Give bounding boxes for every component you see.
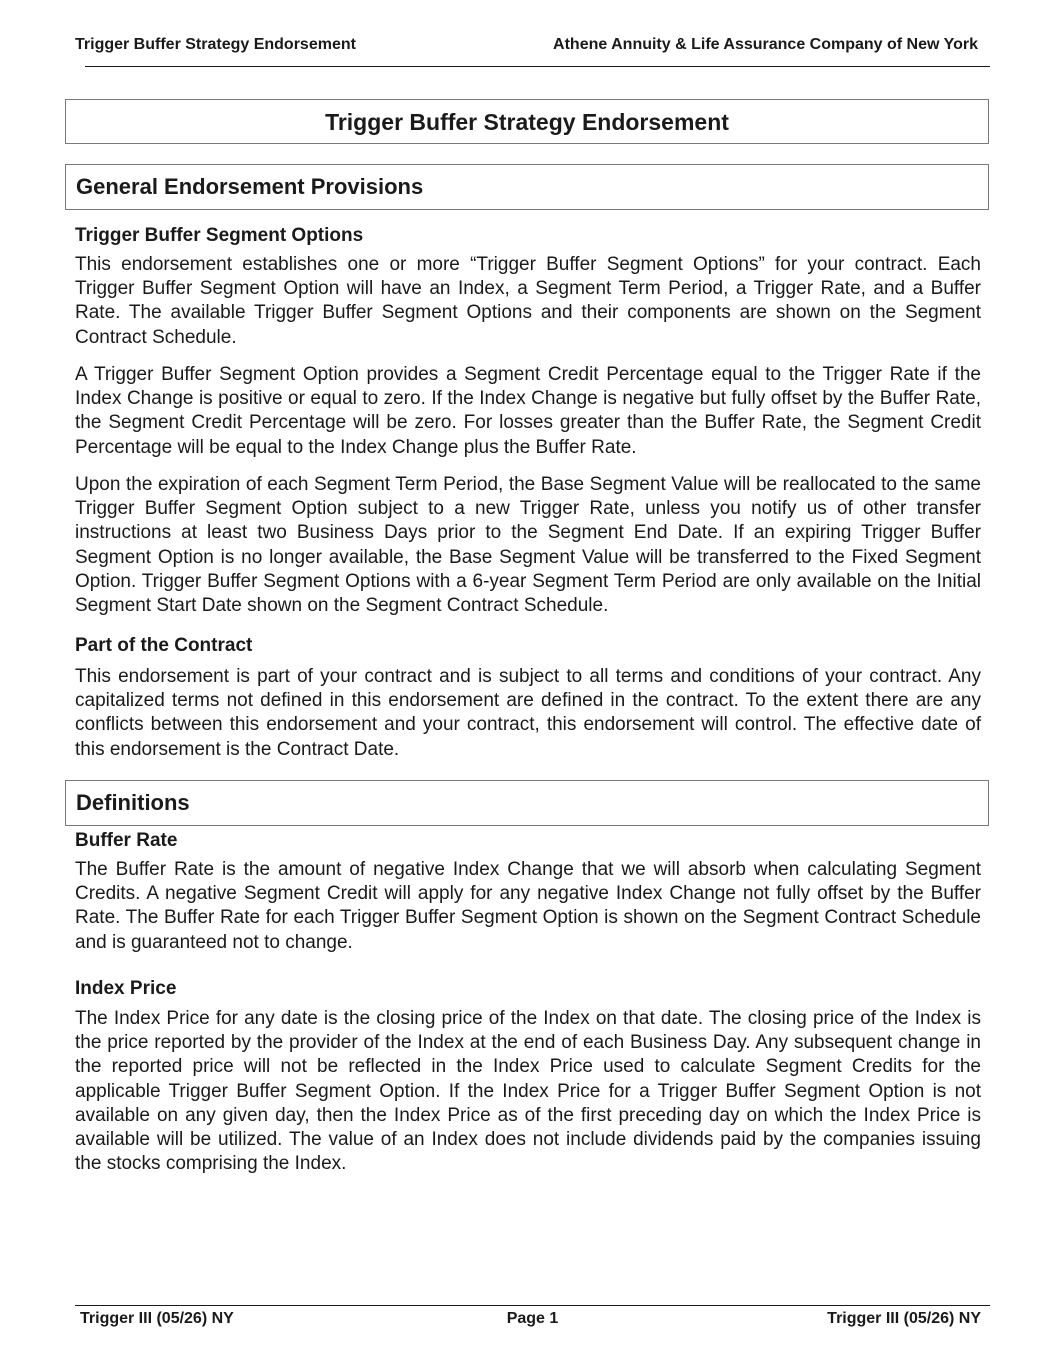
- footer-form-number-left: Trigger III (05/26) NY: [80, 1310, 234, 1327]
- page-footer: [75, 1305, 990, 1330]
- header-company-name: Athene Annuity & Life Assurance Company of New York: [553, 36, 978, 53]
- paragraph-index-price: The Index Price for any date is the closing price of the Index on that date. The closing price of the Index is the price reported by the provider of the Index at the end of each Business Day. Any subsequent change in the reported price will not be reflected in the Index Price used to calculate Segment Credits for the applicable Trigger Buffer Segment Option. If the Index Price for a Trigger Buffer Segment Option is not available on any given day, then the Index Price as of the first preceding day on which the Index Price is available will be utilized. The value of an Index does not include dividends paid by the companies issuing the stocks comprising the Index.: [75, 1008, 981, 1175]
- section-heading-definitions: Definitions: [65, 780, 989, 826]
- document-title: Trigger Buffer Strategy Endorsement: [65, 99, 989, 144]
- paragraph-buffer-rate: The Buffer Rate is the amount of negative Index Change that we will absorb when calculating Segment Credits. A negative Segment Credit will apply for any negative Index Change not fully offset by the Buffer Rate. The Buffer Rate for each Trigger Buffer Segment Option is shown on the Segment Contract Schedule and is guaranteed not to change.: [75, 859, 981, 953]
- paragraph-segment-credit-percentage: A Trigger Buffer Segment Option provides a Segment Credit Percentage equal to the Trigger Rate if the Index Change is positive or equal to zero. If the Index Change is negative but fully offset by the Buffer Rate, the Segment Credit Percentage will be zero. For losses greater than the Buffer Rate, the Segment Credit Percentage will be equal to the Index Change plus the Buffer Rate.: [75, 364, 981, 458]
- paragraph-segment-options-intro: This endorsement establishes one or more “Trigger Buffer Segment Options” for your contract. Each Trigger Buffer Segment Option will have an Index, a Segment Term Period, a Trigger Rate, and a Buffer Rate. The available Trigger Buffer Segment Options and their components are shown on the Segment Contract Schedule.: [75, 254, 981, 348]
- subheading-part-of-contract: Part of the Contract: [75, 635, 253, 656]
- paragraph-segment-term-expiration: Upon the expiration of each Segment Term Period, the Base Segment Value will be reallocated to the same Trigger Buffer Segment Option subject to a new Trigger Rate, unless you notify us of other transfer instructions at least two Business Days prior to the Segment End Date. If an expiring Trigger Buffer Segment Option is no longer available, the Base Segment Value will be transferred to the Fixed Segment Option. Trigger Buffer Segment Options with a 6-year Segment Term Period are only available on the Initial Segment Start Date shown on the Segment Contract Schedule.: [75, 474, 981, 617]
- subheading-trigger-buffer-segment-options: Trigger Buffer Segment Options: [75, 225, 364, 246]
- footer-page-number: Page 1: [506, 1310, 559, 1327]
- subheading-index-price: Index Price: [75, 978, 177, 999]
- paragraph-part-of-contract: This endorsement is part of your contract and is subject to all terms and conditions of your contract. Any capitalized terms not defined in this endorsement are defined in the contract. To the extent there are any conflicts between this endorsement and your contract, this endorsement will control. The effective date of this endorsement is the Contract Date.: [75, 666, 981, 760]
- header-left-text: Trigger Buffer Strategy Endorsement: [75, 36, 356, 53]
- page-header: [75, 36, 990, 67]
- footer-form-number-right: Trigger III (05/26) NY: [827, 1310, 981, 1327]
- subheading-buffer-rate: Buffer Rate: [75, 830, 178, 851]
- section-heading-general-provisions: General Endorsement Provisions: [65, 164, 989, 210]
